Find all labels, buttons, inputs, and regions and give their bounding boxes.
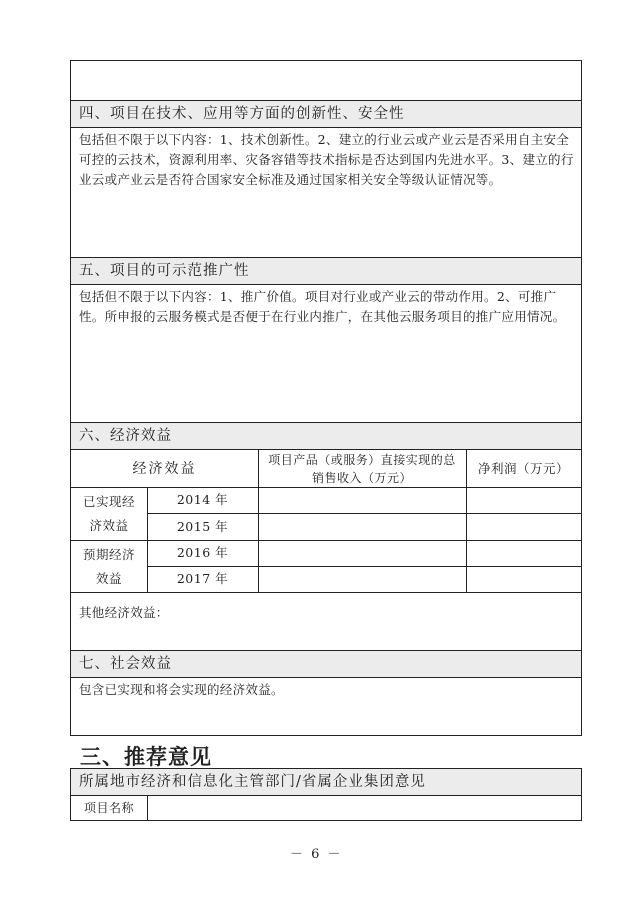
table-header-sales-revenue: 项目产品（或服务）直接实现的总销售收入（万元） <box>268 452 456 485</box>
table-header-net-profit: 净利润（万元） <box>477 460 569 476</box>
row-year-2015: 2015 年 <box>176 518 229 534</box>
row-year-2016: 2016 年 <box>176 545 229 560</box>
part-3-title: 三、推荐意见 <box>80 745 212 769</box>
section-4-description: 包括但不限于以下内容：1、技术创新性。2、建立的行业云或产业云是否采用自主安全可控的云技术，资源利用率、灾备容错等技术指标是否达到国内先进水平。3、建立的行业云或产业云是否符合国家安全标准及通过国家相关安全等级认证情况等。 <box>79 132 574 187</box>
section-4-header <box>71 100 581 128</box>
section-6-title: 六、经济效益 <box>79 428 172 444</box>
row-group-expected: 预期经济效益 <box>82 547 135 586</box>
other-economic-benefits-label: 其他经济效益： <box>79 605 169 620</box>
section-5-title: 五、项目的可示范推广性 <box>79 263 250 279</box>
section-7-title: 七、社会效益 <box>79 656 172 672</box>
section-7-description: 包含已实现和将会实现的经济效益。 <box>79 682 284 697</box>
table-header-economic-benefit: 经济效益 <box>132 460 197 477</box>
row-year-2014: 2014 年 <box>176 492 229 507</box>
section-5-description: 包括但不限于以下内容：1、推广价值。项目对行业或产业云的带动作用。2、可推广性。所申报的云服务模式是否便于在行业内推广，在其他云服务项目的推广应用情况。 <box>79 289 566 324</box>
section-4-title: 四、项目在技术、应用等方面的创新性、安全性 <box>79 106 405 122</box>
row-year-2017: 2017 年 <box>176 571 229 586</box>
project-name-field[interactable] <box>148 796 581 820</box>
recommendation-header-text: 所属地市经济和信息化主管部门/省属企业集团意见 <box>79 774 426 790</box>
project-name-label: 项目名称 <box>83 801 134 815</box>
page-number: － 6 － <box>290 847 343 862</box>
recommendation-header <box>71 769 581 796</box>
table-rule <box>71 592 581 593</box>
row-group-realized: 已实现经济效益 <box>82 494 135 533</box>
section-7-header <box>71 650 581 678</box>
section-6-header <box>71 422 581 450</box>
section-5-header <box>71 257 581 285</box>
table-rule <box>258 450 259 592</box>
